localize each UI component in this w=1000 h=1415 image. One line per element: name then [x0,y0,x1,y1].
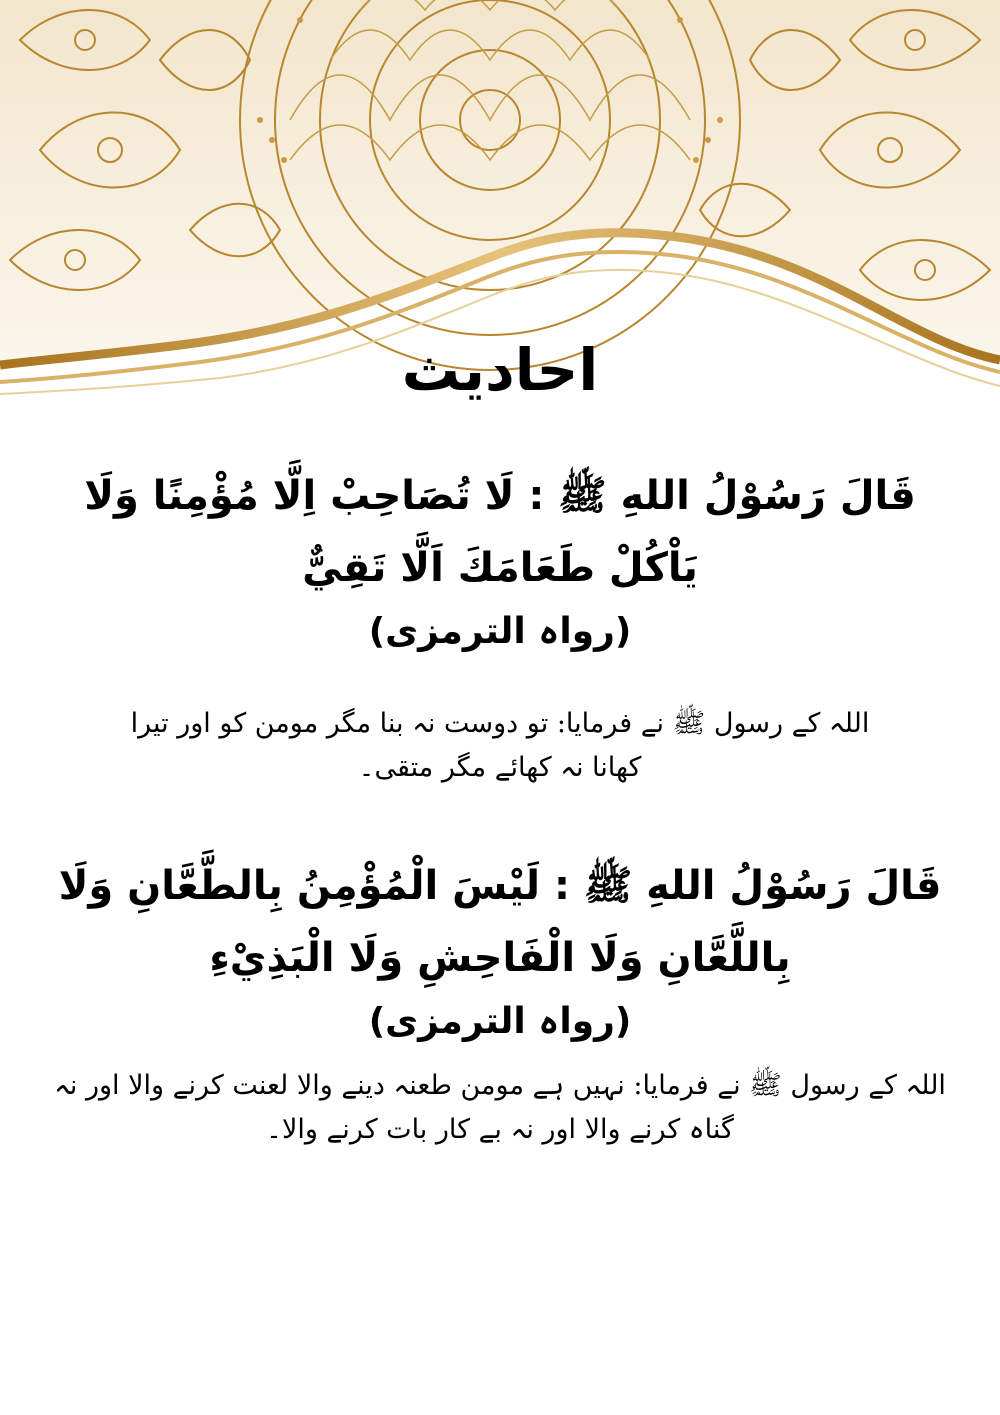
page-title: احادیث [401,336,599,404]
hadith-2-reference: (رواہ الترمزی) [368,1001,632,1042]
hadith-1-reference: (رواہ الترمزی) [368,611,632,652]
hadith-1-urdu: اللہ کے رسول ﷺ نے فرمایا: تو دوست نہ بنا مگر مومن کو اور تیرا کھانا نہ کھائے مگر متقی۔ [130,708,870,783]
hadith-content [0,330,1000,1152]
hadith-2-urdu: اللہ کے رسول ﷺ نے فرمایا: نہیں ہے مومن طعنہ دینے والا لعنت کرنے والا اور نہ گناہ کرنے والا اور نہ بے کار بات کرنے والا۔ [54,1070,946,1145]
hadith-2-arabic: قَالَ رَسُوْلُ اللهِ ﷺ : لَيْسَ الْمُؤْمِنُ بِالطَّعَّانِ وَلَا بِاللَّعَّانِ وَلَا الْفَاحِشِ وَلَا الْبَذِيْءِ [58,863,942,981]
hadith-1-arabic: قَالَ رَسُوْلُ اللهِ ﷺ : لَا تُصَاحِبْ اِلَّا مُؤْمِنًا وَلَا يَاْكُلْ طَعَامَكَ اَلَّا تَقِيٌّ [84,473,916,591]
